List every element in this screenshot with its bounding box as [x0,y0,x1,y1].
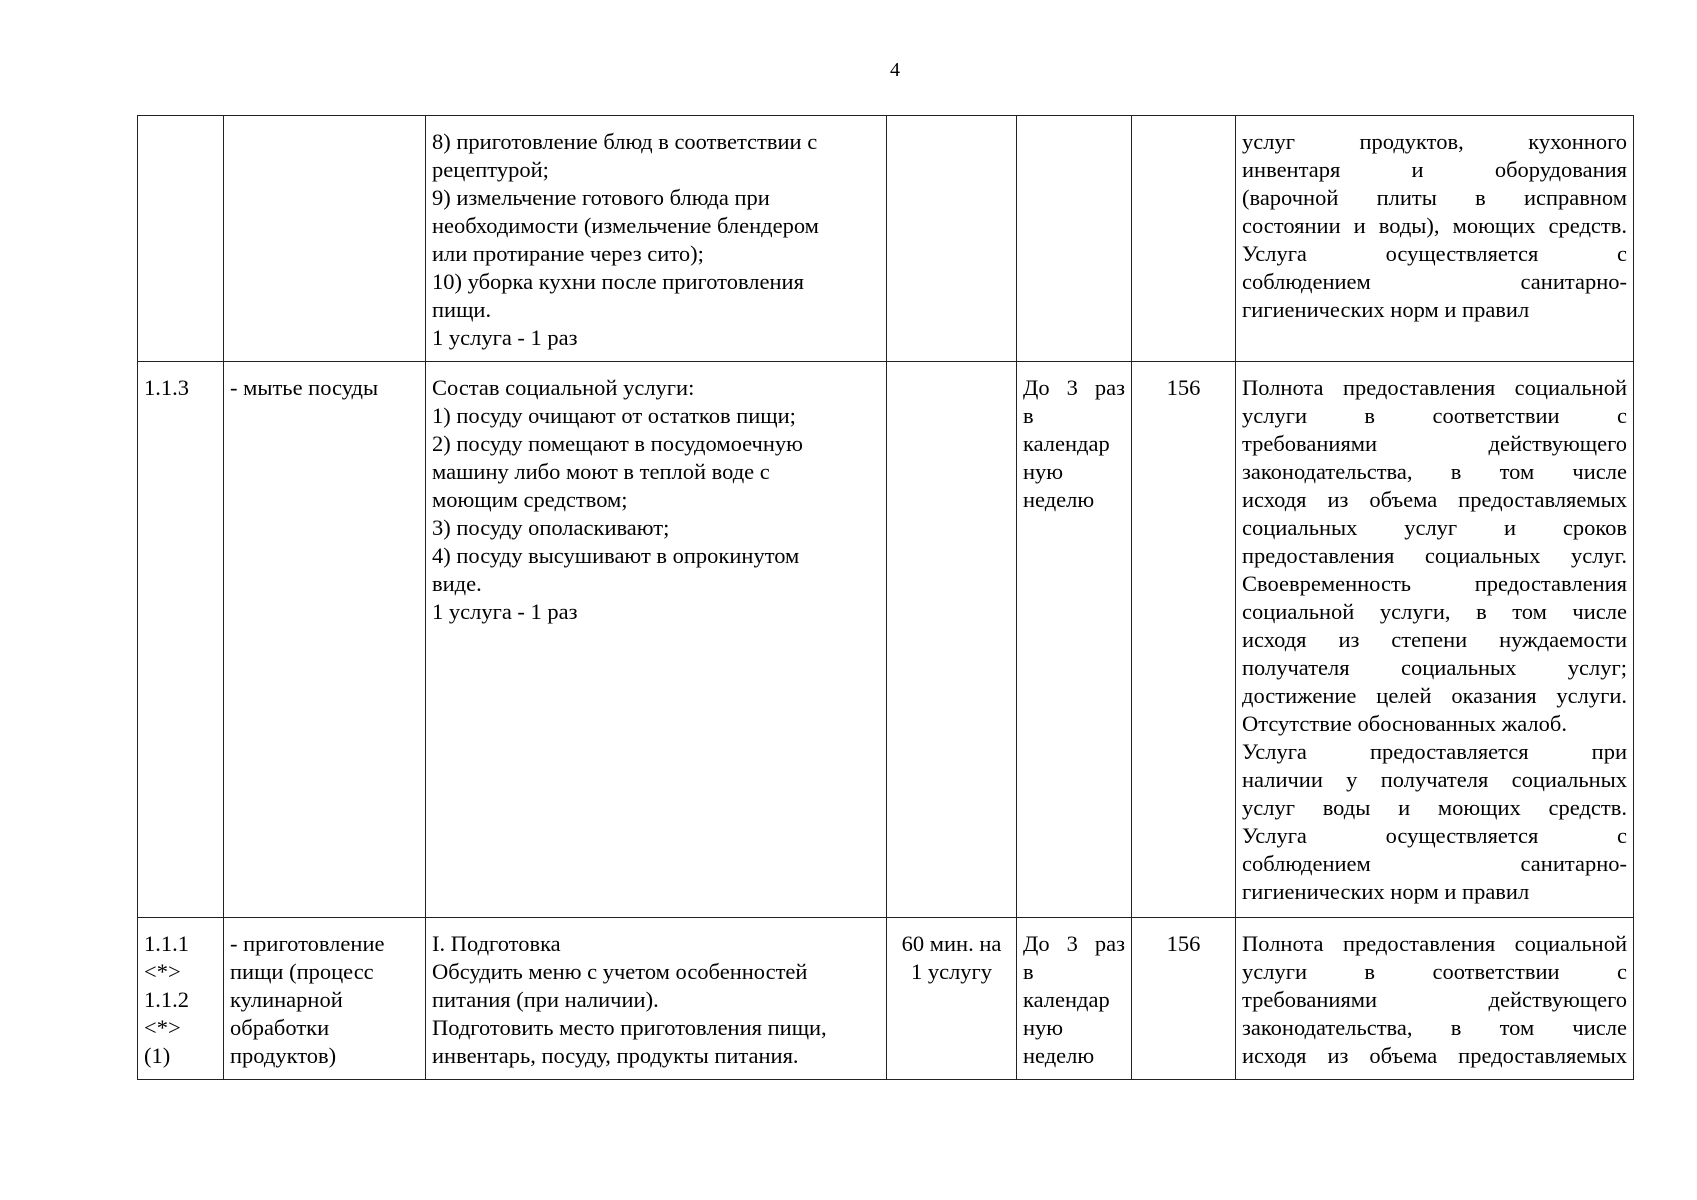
service-frequency-cell [1017,362,1132,918]
service-frequency-cell [1017,918,1132,1080]
time-line: 1 услугу [910,959,993,984]
service-name: кулинарной [230,987,343,1012]
service-name-cell [224,918,426,1080]
quality-line: законодательства, в том числе [1242,1015,1627,1040]
service-frequency-cell [1017,116,1132,362]
service-quality-cell [1236,918,1634,1080]
service-name: - мытье посуды [230,375,379,400]
service-content-cell [426,362,887,918]
content-line: I. Подготовка [432,931,561,956]
quality-line: услуги в соответствии с [1242,959,1627,984]
quality-line: соблюдением санитарно- [1242,269,1627,294]
table-row [138,116,1634,362]
content-line: машину либо моют в теплой воде с [432,459,770,484]
content-line: или протирание через сито); [432,241,704,266]
frequency-line: неделю [1023,1043,1095,1068]
content-line: виде. [432,571,482,596]
quality-line: Отсутствие обоснованных жалоб. [1242,711,1567,736]
quality-line: Полнота предоставления социальной [1242,931,1627,956]
frequency-line: неделю [1023,487,1095,512]
content-line: 1) посуду очищают от остатков пищи; [432,403,796,428]
service-price-cell [1132,918,1236,1080]
content-line: необходимости (измельчение блендером [432,213,819,238]
content-line: инвентарь, посуду, продукты питания. [432,1043,799,1068]
service-name: пищи (процесс [230,959,374,984]
quality-line: достижение целей оказания услуги. [1242,683,1627,708]
frequency-line: в [1023,403,1034,428]
quality-line: социальных услуг и сроков [1242,515,1627,540]
services-table [137,115,1634,1080]
quality-line: предоставления социальных услуг. [1242,543,1627,568]
frequency-line: ную [1023,1015,1064,1040]
service-number-cell [138,362,224,918]
quality-line: получателя социальных услуг; [1242,655,1627,680]
content-line: пищи. [432,297,492,322]
service-number: (1) [144,1043,171,1068]
service-time-cell [887,918,1017,1080]
service-number: <*> [144,959,181,984]
content-line: 8) приготовление блюд в соответствии с [432,129,818,154]
service-name: продуктов) [230,1043,337,1068]
service-quality-cell [1236,116,1634,362]
service-price-cell [1132,362,1236,918]
content-line: Состав социальной услуги: [432,375,695,400]
quality-line: социальной услуги, в том числе [1242,599,1627,624]
page-number: 4 [890,59,900,81]
quality-line: инвентаря и оборудования [1242,157,1627,182]
content-line: 10) уборка кухни после приготовления [432,269,804,294]
content-line: рецептурой; [432,157,549,182]
service-name: - приготовление [230,931,385,956]
content-line: 9) измельчение готового блюда при [432,185,770,210]
service-number-cell [138,116,224,362]
service-name-cell [224,116,426,362]
content-line: моющим средством; [432,487,628,512]
service-time-cell [887,116,1017,362]
content-line: Обсудить меню с учетом особенностей [432,959,808,984]
quality-line: гигиенических норм и правил [1242,297,1530,322]
time-line: 60 мин. на [901,931,1002,956]
quality-line: Услуга предоставляется при [1242,739,1627,764]
table-row [138,918,1634,1080]
quality-line: (варочной плиты в исправном [1242,185,1627,210]
quality-line: услуг продуктов, кухонного [1242,129,1627,154]
service-number: <*> [144,1015,181,1040]
quality-line: гигиенических норм и правил [1242,879,1530,904]
service-content-cell [426,918,887,1080]
quality-line: исходя из степени нуждаемости [1242,627,1627,652]
content-line: 4) посуду высушивают в опрокинутом [432,543,800,568]
quality-line: Полнота предоставления социальной [1242,375,1627,400]
service-number: 1.1.3 [144,375,189,400]
quality-line: исходя из объема предоставляемых [1242,1043,1627,1068]
frequency-line: в [1023,959,1034,984]
service-time-cell [887,362,1017,918]
frequency-line: До 3 раз [1023,931,1125,956]
quality-line: Услуга осуществляется с [1242,823,1627,848]
frequency-line: календар [1023,431,1110,456]
service-name: обработки [230,1015,330,1040]
service-number: 1.1.2 [144,987,189,1012]
quality-line: Услуга осуществляется с [1242,241,1627,266]
content-line: 1 услуга - 1 раз [432,599,578,624]
service-content-cell [426,116,887,362]
quality-line: услуги в соответствии с [1242,403,1627,428]
frequency-line: календар [1023,987,1110,1012]
content-line: питания (при наличии). [432,987,659,1012]
service-number: 1.1.1 [144,931,189,956]
frequency-line: ную [1023,459,1064,484]
quality-line: наличии у получателя социальных [1242,767,1627,792]
content-line: Подготовить место приготовления пищи, [432,1015,827,1040]
service-name-cell [224,362,426,918]
service-price: 156 [1166,375,1201,400]
quality-line: требованиями действующего [1242,431,1627,456]
quality-line: исходя из объема предоставляемых [1242,487,1627,512]
content-line: 2) посуду помещают в посудомоечную [432,431,803,456]
service-quality-cell [1236,362,1634,918]
service-number-cell [138,918,224,1080]
quality-line: состоянии и воды), моющих средств. [1242,213,1627,238]
quality-line: требованиями действующего [1242,987,1627,1012]
service-price: 156 [1166,931,1201,956]
content-line: 1 услуга - 1 раз [432,325,578,350]
quality-line: услуг воды и моющих средств. [1242,795,1627,820]
frequency-line: До 3 раз [1023,375,1125,400]
quality-line: соблюдением санитарно- [1242,851,1627,876]
service-price-cell [1132,116,1236,362]
quality-line: Своевременность предоставления [1242,571,1627,596]
content-line: 3) посуду ополаскивают; [432,515,670,540]
quality-line: законодательства, в том числе [1242,459,1627,484]
table-row [138,362,1634,918]
